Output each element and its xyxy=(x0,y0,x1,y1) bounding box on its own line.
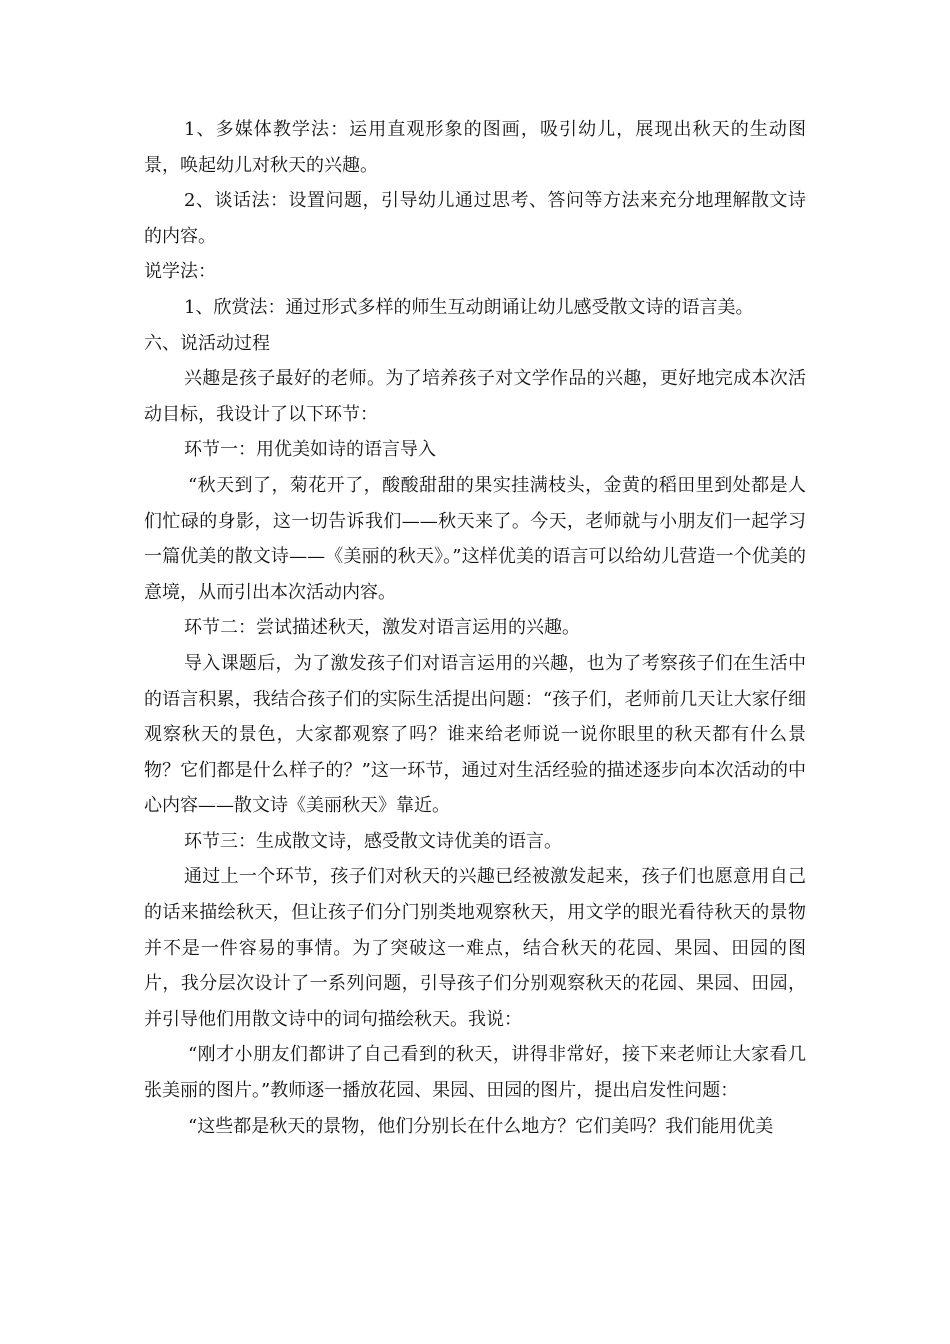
heading-step-three: 环节三：生成散文诗，感受散文诗优美的语言。 xyxy=(184,830,562,852)
paragraph-appreciation-method: 1、欣赏法：通过形式多样的师生互动朗诵让幼儿感受散文诗的语言美。 xyxy=(184,296,754,318)
paragraph-autumn-quote: “秋天到了，菊花开了，酸酸甜甜的果实挂满枝头，金黄的稻田里到处都是人们忙碌的身影，这一切告诉我们——秋天来了。今天，老师就与小朋友们一起学习一篇优美的散文诗——《美丽的秋天》。”这样优美的语言可以给幼儿营造一个优美的意境，从而引出本次活动内容。 xyxy=(144,474,806,603)
paragraph-teacher-pictures: “刚才小朋友们都讲了自己看到的秋天，讲得非常好，接下来老师让大家看几张美丽的图片。”教师逐一播放花园、果园、田园的图片，提出启发性问题： xyxy=(144,1044,806,1102)
paragraph-describe-autumn: 导入课题后，为了激发孩子们对语言运用的兴趣，也为了考察孩子们在生活中的语言积累，我结合孩子们的实际生活提出问题：“孩子们，老师前几天让大家仔细观察秋天的景色，大家都观察了吗？谁来给老师说一说你眼里的秋天都有什么景物？它们都是什么样子的？”这一环节，通过对生活经验的描述逐步向本次活动的中心内容——散文诗《美丽秋天》靠近。 xyxy=(144,652,806,817)
paragraph-generate-poem: 通过上一个环节，孩子们对秋天的兴趣已经被激发起来，孩子们也愿意用自己的话来描绘秋天，但让孩子们分门别类地观察秋天，用文学的眼光看待秋天的景物并不是一件容易的事情。为了突破这一难点，结合秋天的花园、果园、田园的图片，我分层次设计了一系列问题，引导孩子们分别观察秋天的花园、果园、田园，并引导他们用散文诗中的词句描绘秋天。我说： xyxy=(144,866,806,1030)
heading-step-two: 环节二：尝试描述秋天，激发对语言运用的兴趣。 xyxy=(184,617,580,639)
paragraph-interest-intro: 兴趣是孩子最好的老师。为了培养孩子对文学作品的兴趣，更好地完成本次活动目标，我设计了以下环节： xyxy=(144,368,806,425)
heading-learning-methods: 说学法： xyxy=(144,261,216,283)
paragraph-conversation-method: 2、谈话法：设置问题，引导幼儿通过思考、答问等方法来充分地理解散文诗的内容。 xyxy=(144,190,806,247)
heading-step-one: 环节一：用优美如诗的语言导入 xyxy=(184,439,436,461)
document-body xyxy=(144,112,806,1144)
paragraph-multimedia-method: 1、多媒体教学法：运用直观形象的图画，吸引幼儿，展现出秋天的生动图景，唤起幼儿对秋天的兴趣。 xyxy=(144,119,806,176)
paragraph-teacher-questions: “这些都是秋天的景物，他们分别长在什么地方？它们美吗？我们能用优美 xyxy=(188,1115,774,1137)
heading-activity-process: 六、说活动过程 xyxy=(144,332,270,354)
